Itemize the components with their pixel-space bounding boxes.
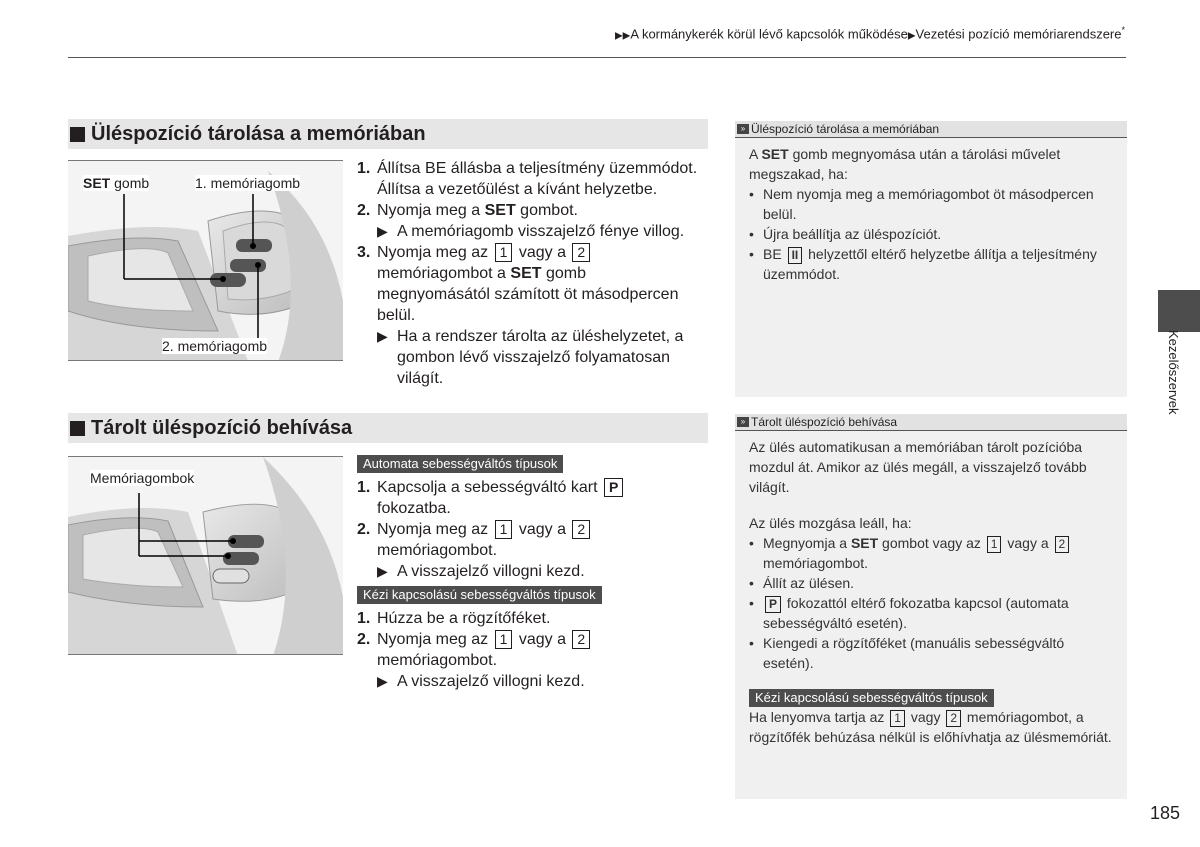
step-2: 2. Nyomja meg a SET gombot.	[357, 202, 578, 219]
step-2-result: ▶ A memóriagomb visszajelző fénye villog.	[377, 223, 685, 240]
section-title: Tárolt üléspozíció behívása	[91, 416, 353, 439]
arrow-icon: ▶	[377, 563, 388, 579]
figure-memory-buttons	[68, 160, 343, 361]
arrow-icon: ▶	[377, 223, 388, 239]
recall-steps	[357, 453, 702, 692]
note-icon: »	[737, 417, 749, 427]
header-rule	[68, 57, 1126, 58]
side-note-heading: » Üléspozíció tárolása a memóriában	[735, 121, 1127, 138]
arrow-icon: ▶	[377, 673, 388, 689]
side-note-heading: » Tárolt üléspozíció behívása	[735, 414, 1127, 431]
side-note-recall	[735, 414, 1127, 799]
list-item: • Kiengedi a rögzítőféket (manuális sebességváltó esetén).	[749, 635, 1065, 671]
breadcrumb-item-2: Vezetési pozíció memóriarendszere	[915, 26, 1122, 42]
section-heading-recall	[68, 413, 708, 443]
arrow-icon: ▶	[377, 328, 388, 344]
figure-memory-buttons-recall	[68, 456, 343, 655]
door-panel-illustration	[68, 161, 343, 361]
auto-step-1: 1. Kapcsolja a sebességváltó kart P fokozatba.	[357, 477, 702, 519]
manual-step-2-result: ▶ A visszajelző villogni kezd.	[377, 673, 585, 690]
manual-step-1: 1. Húzza be a rögzítőféket.	[357, 610, 551, 627]
footnote-star: *	[1121, 25, 1125, 35]
arrow-icon: ▶	[907, 30, 916, 42]
square-bullet-icon	[70, 421, 85, 436]
store-steps	[357, 158, 702, 389]
auto-step-2: 2. Nyomja meg az 1 vagy a 2 memóriagombot.	[357, 519, 702, 561]
list-item: • Újra beállítja az üléspozíciót.	[749, 226, 942, 242]
breadcrumb	[615, 25, 1125, 41]
memory-button-1-label: 1. memóriagomb	[195, 175, 301, 191]
list-item: • Állít az ülésen.	[749, 575, 855, 591]
square-bullet-icon	[70, 127, 85, 142]
set-button-label: SET gomb	[83, 175, 150, 191]
note-icon: »	[737, 124, 749, 134]
chapter-tab	[1158, 290, 1200, 332]
chapter-label: Kezelőszervek	[1166, 330, 1181, 415]
side-note-store	[735, 121, 1127, 397]
page-number: 185	[1149, 803, 1180, 823]
step-1: 1. Állítsa BE állásba a teljesítmény üzemmódot. Állítsa a vezetőülést a kívánt helyzetbe.	[357, 160, 698, 198]
section-title: Üléspozíció tárolása a memóriában	[91, 122, 426, 145]
manual-tag: Kézi kapcsolású sebességváltós típusok	[357, 584, 702, 605]
side-note-body: A SET gomb megnyomása után a tárolási művelet megszakad, ha: • Nem nyomja meg a memóriagombot öt másodpercen belül. • Újra beállítja az üléspozíciót. • BE II helyzettől eltérő helyzetbe állítja a teljesítmény üzemmódot.	[735, 138, 1127, 292]
memory-button-2-label: 2. memóriagomb	[162, 338, 268, 354]
list-item: • Nem nyomja meg a memóriagombot öt másodpercen belül.	[749, 186, 1094, 222]
double-arrow-icon: ▶▶	[614, 30, 631, 42]
automatic-tag: Automata sebességváltós típusok	[357, 453, 702, 474]
step-3-result: ▶ Ha a rendszer tárolta az üléshelyzetet, a gombon lévő visszajelző folyamatosan világít.	[377, 328, 684, 387]
door-panel-illustration	[68, 457, 343, 655]
list-item: • P fokozattól eltérő fokozatba kapcsol (automata sebességváltó esetén).	[749, 595, 1069, 631]
auto-step-2-result: ▶ A visszajelző villogni kezd.	[377, 563, 585, 580]
section-heading-store	[68, 119, 708, 149]
memory-buttons-label: Memóriagombok	[90, 470, 195, 486]
manual-step-2: 2. Nyomja meg az 1 vagy a 2 memóriagombot.	[357, 629, 702, 671]
manual-tag: Kézi kapcsolású sebességváltós típusok	[749, 687, 1115, 707]
breadcrumb-item-1: A kormánykerék körül lévő kapcsolók működése	[630, 26, 908, 42]
side-note-body: Az ülés automatikusan a memóriában tárolt pozícióba mozdul át. Amikor az ülés megáll, a visszajelző tovább világít. Az ülés mozgása leáll, ha: • Megnyomja a SET gombot vagy az 1 vagy a 2 memóriagombot. • Állít az ülésen. • P fokozattól eltérő fokozatba kapcsol (automata sebességváltó esetén). • Kiengedi a rögzítőféket (manuális sebességváltó esetén). Kézi kapcsolású sebességváltós típusok Ha lenyomva tartja az 1 vagy 2 memóriagombot, a rögzítőfék behúzása nélkül is előhívhatja az ülésmemóriát.	[735, 431, 1127, 755]
list-item: • BE II helyzettől eltérő helyzetbe állítja a teljesítmény üzemmódot.	[749, 246, 1097, 282]
list-item: • Megnyomja a SET gombot vagy az 1 vagy a 2 memóriagombot.	[749, 533, 1115, 573]
step-3: 3. Nyomja meg az 1 vagy a 2 memóriagombot a SET gomb megnyomásától számított öt másodpercen belül.	[357, 244, 679, 324]
